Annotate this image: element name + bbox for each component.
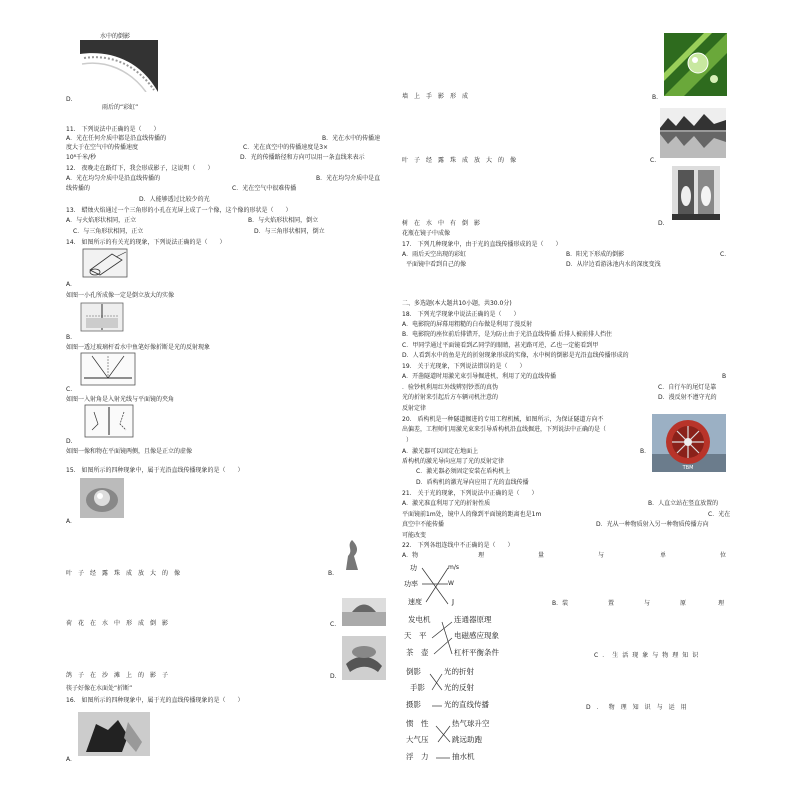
q20-option-a: A．激光器可以固定在地面上 [402, 448, 479, 455]
q15-option-b-text: 荷花在水中形成倒影 [66, 620, 175, 627]
q12-option-c: C．光在空气中很难传播 [232, 185, 297, 192]
q20-option-b: 盾构机的激光导向应用了光的反射定律 [402, 458, 505, 465]
q21-option-d-cont: 可能改变 [402, 532, 427, 539]
right-q16-option-d-text: 花瓶在镜子中成像 [402, 230, 451, 237]
matching-d-right-0: 热气球升空 [452, 719, 490, 728]
q22-option-a-w2: 理 [478, 552, 485, 559]
matching-c-left-2: 摄影 [406, 700, 421, 709]
q22-option-c-text: C．生活现象与物理知识 [594, 652, 703, 659]
q12-option-a: A．光在均匀介质中是沿直线传播的 [66, 175, 161, 182]
q21-option-c-cont: 真空中不能传播 [402, 521, 445, 528]
matching-c-left-0: 倒影 [406, 667, 421, 676]
matching-c-left-1: 手影 [410, 683, 425, 692]
q20-stem-close: ） [406, 437, 413, 444]
matching-c-right-2: 光的直线传播 [444, 700, 489, 709]
q22-option-d-text: D．物理知识与运用 [586, 704, 693, 711]
option-d-label: D. [66, 96, 73, 103]
water-reflection-image [80, 40, 158, 92]
q11-option-c: C．光在真空中的传播速度是3× [243, 144, 329, 151]
matching-c-right-1: 光的反射 [444, 683, 474, 692]
q13-stem: 13. 蜡烛火焰通过一个三角形的小孔在光屏上成了一个像，这个像的形状是（ ） [66, 207, 292, 214]
mirror-angle-image [80, 352, 136, 386]
silhouette-image [342, 540, 362, 570]
q22-option-a-w3: 量 [538, 552, 545, 559]
q22-option-b-w4: 原 [680, 600, 687, 607]
label-water-reflection: 水中的倒影 [100, 33, 131, 40]
matching-a-right-0: m/s [448, 564, 459, 571]
q15-option-c-text: 鸽子在沙滩上的影子 [66, 672, 175, 679]
matching-a-left-0: 功 [410, 564, 417, 572]
matching-b-left-1: 天 平 [404, 631, 427, 640]
right-q16-option-d-label: D. [658, 220, 665, 227]
q17-option-c-label: C． [720, 251, 731, 258]
q19-option-d: D．漫反射不遵守光的 [658, 394, 717, 401]
q17-stem: 17. 下列几种现象中，由于光的直线传播形成的是（ ） [402, 241, 562, 248]
q11-option-b: B．光在水中的传播速 [322, 135, 381, 142]
glass-rod-image [80, 302, 124, 332]
q14-option-d-text: 如图一像和物在平面镜两侧，且像是正立的虚像 [66, 448, 193, 455]
q13-option-d: D．与三角形状相同，倒立 [254, 228, 325, 235]
q14-option-a-text: 如图一小孔所成像一定是倒立放大的实像 [66, 292, 175, 299]
matching-d-right-2: 抽水机 [452, 752, 475, 761]
q20-option-d: D．盾构机的激光导向应用了光的直线传播 [416, 479, 529, 486]
q22-stem: 22. 下列各组连线中不正确的是（ ） [402, 542, 514, 549]
matching-c-right-0: 光的折射 [444, 667, 474, 676]
right-q16-option-b-text: 叶子经露珠成放大的像 [402, 157, 523, 164]
q22-option-a-w4: 与 [598, 552, 605, 559]
matching-b-right-2: 杠杆平衡条件 [454, 648, 499, 657]
q15-option-b-label: B. [328, 570, 335, 577]
q21-option-c: C．光在 [708, 511, 731, 518]
q17-option-a: A．雨后天空出现的彩虹 [402, 251, 467, 258]
q20-option-c: C．激光器必须固定安装在盾构机上 [416, 468, 511, 475]
q14-option-b-text: 如图一透过玻璃杆看水中鱼笔好像折断是光的反射现象 [66, 344, 211, 351]
q21-option-b-cont: 平面镜前1m处，镜中人的像到平面镜的距离也是1m [402, 511, 542, 518]
q18-option-a: A．电影院的屏幕用粗糙的白布做是利用了漫反射 [402, 321, 533, 328]
q22-option-b-w5: 理 [718, 600, 725, 607]
q17-option-c: 平面镜中看到自己的像 [406, 261, 467, 268]
tree-reflection-photo [660, 108, 726, 158]
q15-option-a-text: 叶子经露珠成放大的像 [66, 570, 187, 577]
q12-option-b: B．光在均匀介质中是直 [316, 175, 381, 182]
q18-option-d: D．人看到水中的鱼是光的折射现象形成的实像，水中树的倒影是光沿直线传播形成的 [402, 352, 629, 359]
matching-b-left-2: 茶 壶 [406, 648, 429, 657]
matching-b-right-0: 连通器原理 [454, 615, 492, 624]
q14-option-c-label: C. [66, 386, 73, 393]
q14-option-a-label: A. [66, 281, 72, 288]
q22-option-a-w5: 单 [660, 552, 667, 559]
q22-option-a-w1: A．物 [402, 552, 419, 559]
tunnel-boring-machine-photo [652, 414, 726, 472]
vase-mirror-photo [672, 166, 720, 220]
q12-option-d: D．人能够透过比较少的光 [139, 196, 210, 203]
q15-option-c-label: C. [330, 621, 337, 628]
q11-option-b-cont: 度大于在空气中的传播速度 [66, 144, 139, 151]
label-rainbow: 雨后的“彩虹” [102, 104, 139, 111]
q18-option-b: B．电影院的座位前后排错开，是为防止由于光沿直线传播 后排人被前排人挡住 [402, 331, 613, 338]
right-q16-option-a-text: 墙上手影形成 [402, 93, 475, 100]
q17-option-b: B．阳光下形成的倒影 [566, 251, 625, 258]
mirror-image-diagram [84, 404, 134, 438]
q16-option-a-label: A. [66, 756, 72, 763]
q19-option-d-cont: 反射定律 [402, 405, 427, 412]
q21-option-a: A．激光准直利用了光的折射性质 [402, 500, 491, 507]
q22-option-a-w6: 位 [720, 552, 727, 559]
matching-a-left-2: 速度 [408, 598, 422, 606]
right-q16-option-c-text: 树在水中有倒影 [402, 220, 487, 227]
q19-option-a: A．开凿隧道时用激光束引导掘进机，利用了光的直线传播 [402, 373, 557, 380]
lotus-reflection-image [342, 598, 386, 626]
q21-stem: 21. 关于光的现象，下列说法中正确的是（ ） [402, 490, 538, 497]
q14-option-d-label: D. [66, 438, 73, 445]
q19-stem: 19. 关于光现象，下列说法错误的是（ ） [402, 363, 526, 370]
q13-option-b: B．与火焰形状相同，倒立 [248, 217, 319, 224]
q11-option-c-cont: 10⁸千米/秒 [66, 154, 97, 161]
q21-option-d: D．光从一种物质射入另一种物质传播方向 [596, 521, 709, 528]
q19-option-c-cont: 光的折射来引起后方车辆司机注意的 [402, 394, 499, 401]
section-multi-choice-heading: 二、多选题(本大题共10小题，共30.0分) [402, 300, 512, 307]
q19-option-c: C．自行车的尾灯是靠 [658, 384, 717, 391]
tbm-label: TBM [682, 465, 694, 471]
q21-option-b: B．人直立站在竖直放置的 [648, 500, 719, 507]
q12-stem: 12. 夜晚走在路灯下，我会形成影子，这说明（ ） [66, 165, 214, 172]
q13-option-c: C．与三角形状相同，正立 [73, 228, 144, 235]
q20-stem: 20. 盾构机是一种隧道掘进的专用工程机械，如图所示，为保证隧道方向不 [402, 416, 604, 423]
matching-a-right-2: J [452, 598, 455, 606]
q14-option-c-text: 如图一入射角是入射光线与平面镜的夹角 [66, 396, 175, 403]
q15-stem: 15. 如图所示的四种现象中，属于光沿直线传播现象的是（ ） [66, 467, 244, 474]
leaf-dewdrop-photo [664, 33, 727, 96]
q18-option-c: C．甲同学通过平面镜看到乙同学的眼睛，甚光路可逆，乙也一定能看到甲 [402, 342, 599, 349]
matching-b-left-0: 发电机 [408, 615, 431, 624]
pinhole-camera-image [82, 248, 128, 278]
q22-option-b-w3: 与 [644, 600, 651, 607]
q13-option-a: A．与火焰形状相同，正立 [66, 217, 137, 224]
matching-c [402, 666, 512, 716]
q19-option-b-label: B [722, 373, 727, 380]
q22-option-b-w1: B．装 [552, 600, 569, 607]
hand-shadow-image [78, 712, 150, 756]
q11-stem: 11. 下列说法中正确的是（ ） [66, 126, 160, 133]
matching-d-left-0: 惯 性 [406, 719, 429, 728]
q14-stem: 14. 如图所示的有关光的现象，下列说法正确的是（ ） [66, 239, 226, 246]
right-q16-option-c-label: C. [650, 157, 657, 164]
right-q16-option-b-label: B. [652, 94, 659, 101]
q20-stem-cont: 出偏差，工程师们用激光束来引导盾构机沿直线掘进，下列说法中正确的是（ [402, 426, 607, 433]
pigeon-shadow-image [342, 636, 386, 680]
q22-option-b-w2: 置 [608, 600, 615, 607]
q15-option-d-text: 筷子好像在水面处“折断” [66, 685, 133, 692]
q11-option-a: A．光在任何介质中都是沿直线传播的 [66, 135, 167, 142]
matching-a [402, 562, 472, 610]
q11-option-d: D．光的传播路径和方向可以用一条直线来表示 [240, 154, 365, 161]
q12-option-b-cont: 线传播的 [66, 185, 91, 192]
matching-d-left-2: 浮 力 [406, 752, 429, 761]
matching-b [402, 614, 522, 664]
matching-d-right-1: 跳远助跑 [452, 735, 482, 744]
matching-d-left-1: 大气压 [406, 735, 429, 744]
q16-stem: 16. 如图所示的四种现象中，属于光的直线传播现象的是（ ） [66, 697, 244, 704]
q15-option-d-label: D. [330, 673, 337, 680]
dewdrop-leaf-image [80, 478, 124, 518]
matching-d [402, 718, 512, 768]
matching-a-right-1: W [448, 580, 454, 587]
q20-option-b-label: B． [640, 448, 651, 455]
q17-option-d: D．从岸边看游泳池内水的深度变浅 [566, 261, 661, 268]
q18-stem: 18. 下列光学现象中说法正确的是（ ） [402, 311, 520, 318]
q15-option-a-label: A. [66, 518, 72, 525]
matching-a-left-1: 功率 [404, 580, 418, 588]
matching-b-right-1: 电磁感应现象 [454, 631, 499, 640]
q14-option-b-label: B. [66, 334, 73, 341]
q19-option-b: ．验钞机利用红外线辨别钞票的真伪 [402, 384, 499, 391]
